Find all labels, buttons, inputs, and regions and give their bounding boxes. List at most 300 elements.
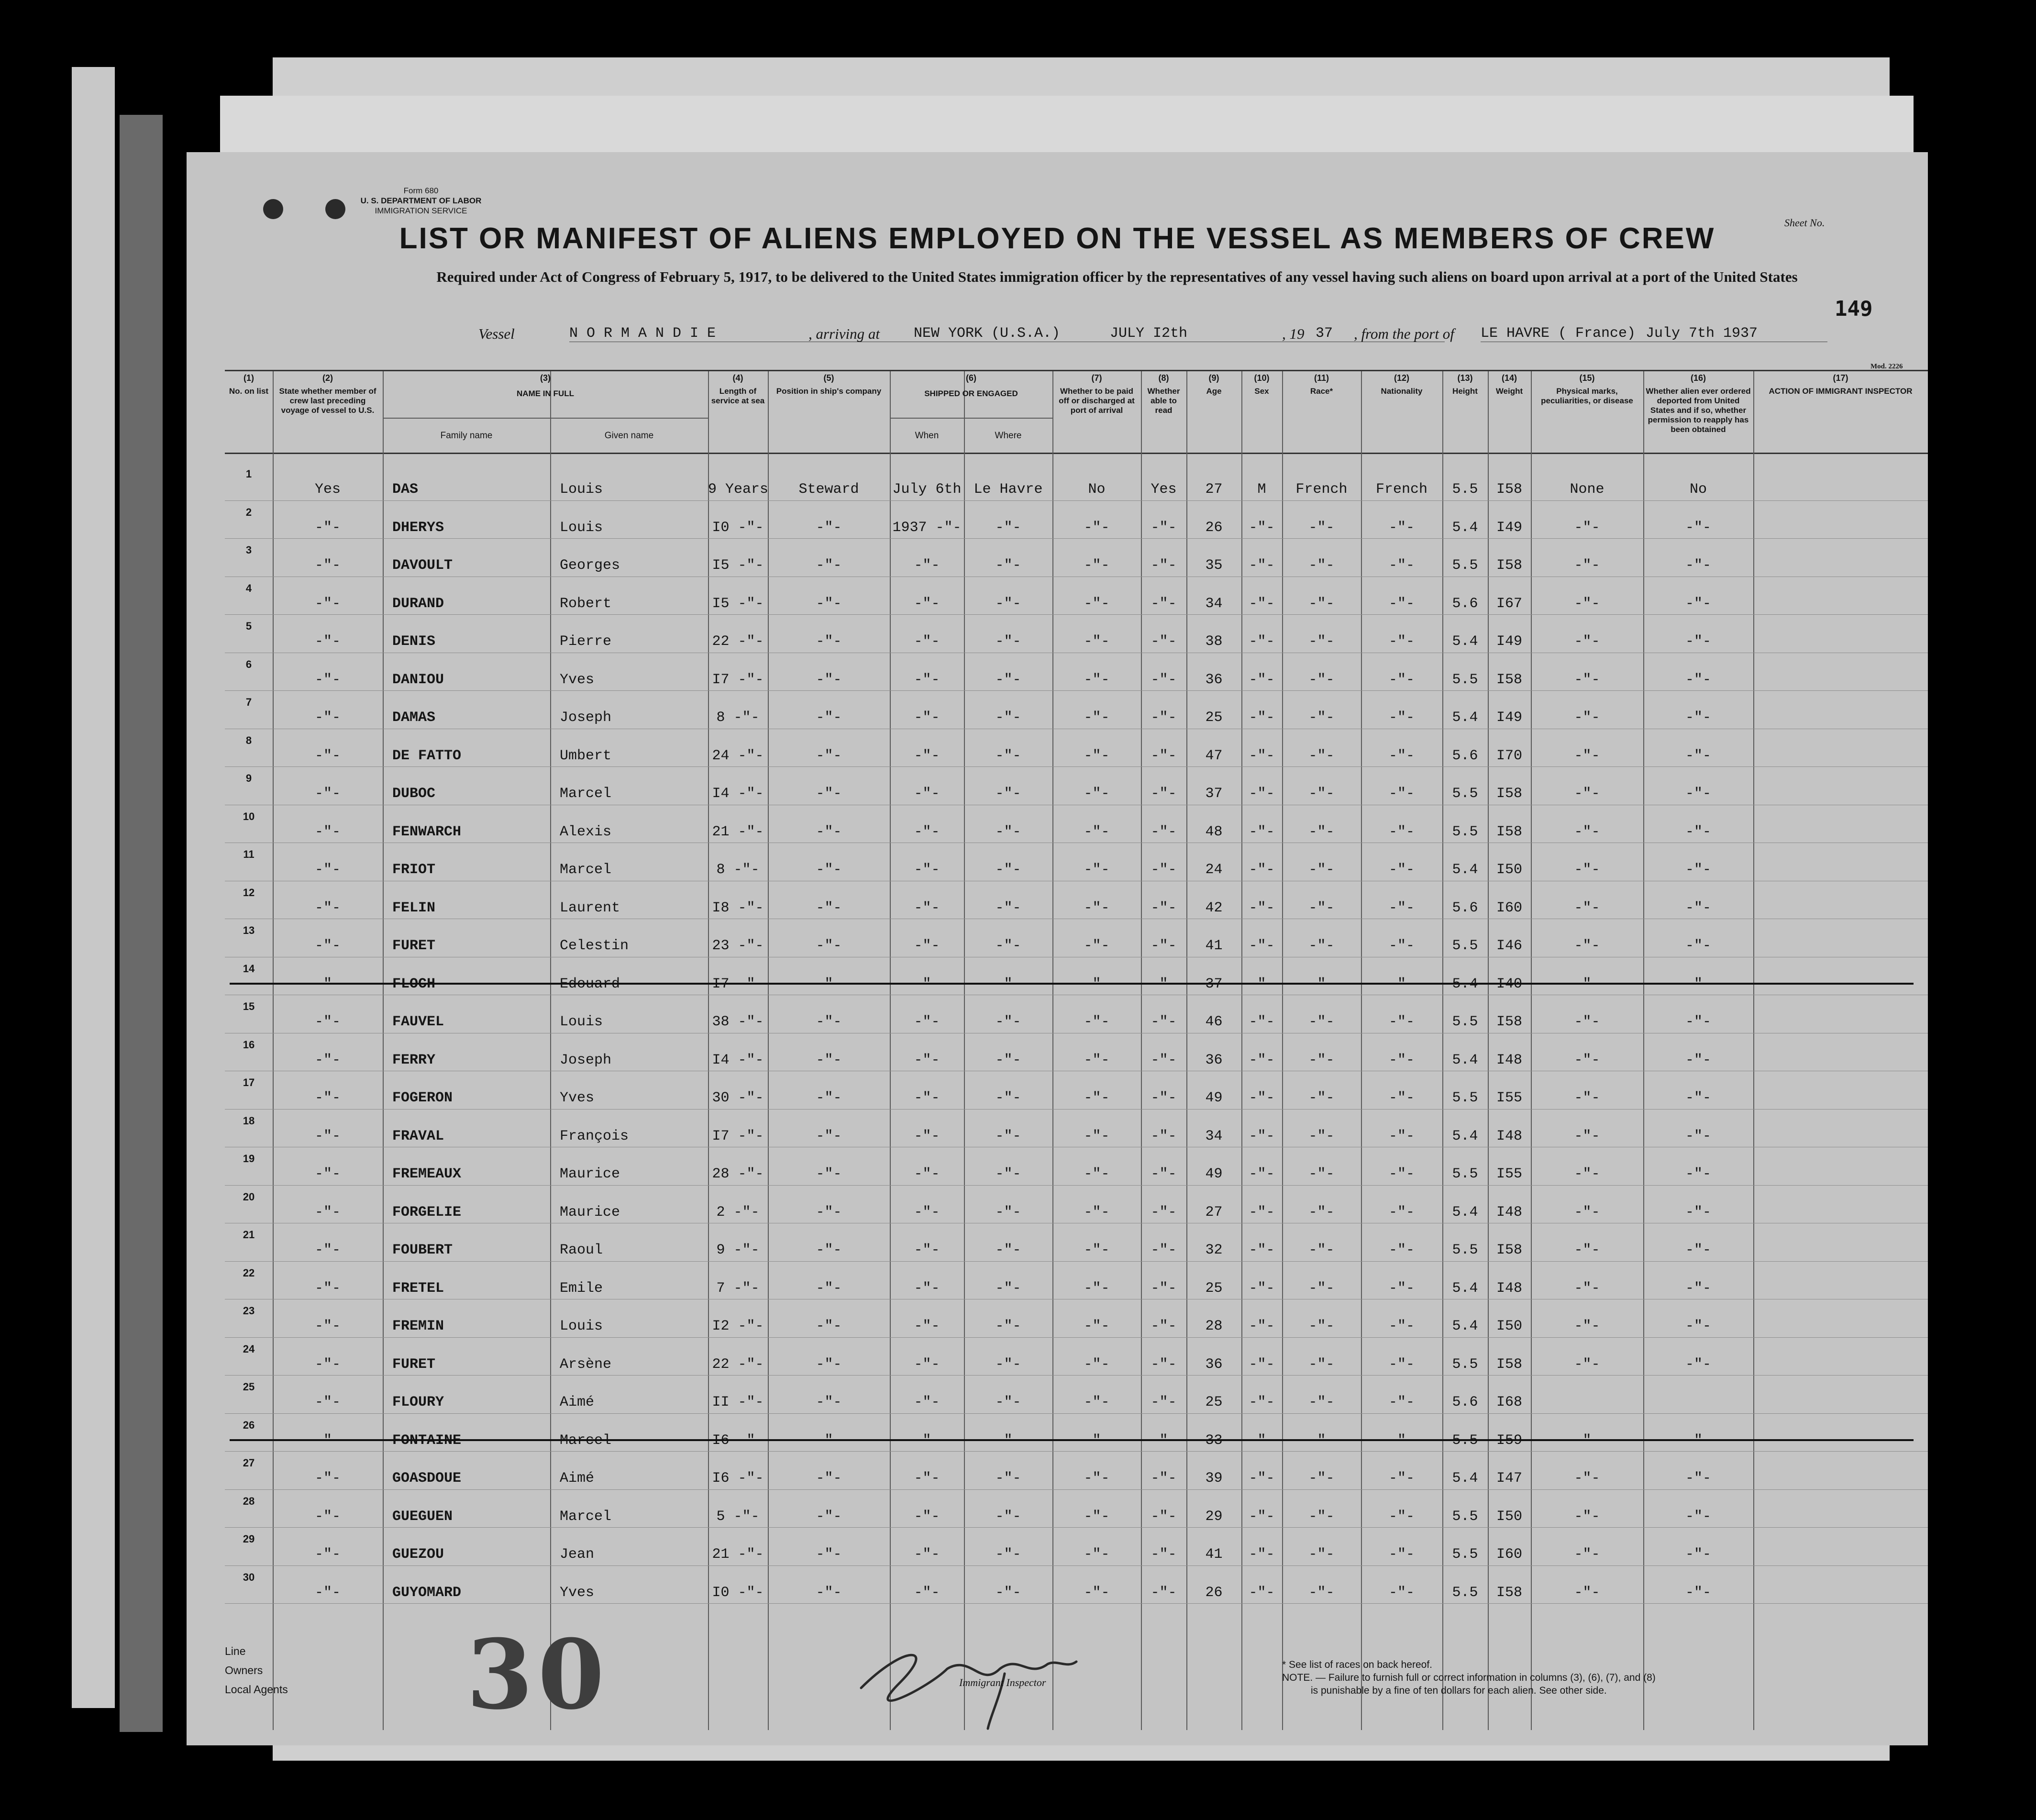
- cell-when: -"-: [914, 1318, 940, 1334]
- row-number: 8: [245, 734, 252, 746]
- cell-marks: -"-: [1574, 1584, 1600, 1601]
- cell-when: -"-: [914, 1204, 940, 1221]
- row-number: 6: [245, 658, 252, 670]
- cell-paid: -"-: [1084, 671, 1110, 688]
- cell-height: 5.5: [1452, 1242, 1478, 1258]
- row-rule: [225, 1603, 1928, 1604]
- local-agents-label: Local Agents: [225, 1683, 288, 1696]
- cell-paid: -"-: [1084, 1508, 1110, 1525]
- cell-prev: -"-: [314, 1508, 341, 1525]
- cell-service: 9 -"-: [716, 1242, 760, 1258]
- cell-family: FRETEL: [392, 1280, 444, 1297]
- row-number: 5: [245, 620, 252, 632]
- cell-family: DHERYS: [392, 519, 444, 536]
- cell-paid: -"-: [1084, 1014, 1110, 1030]
- column-rule: [1141, 371, 1142, 1730]
- cell-height: 5.4: [1452, 1318, 1478, 1334]
- cell-position: -"-: [816, 671, 842, 688]
- header-rule: [225, 453, 1928, 454]
- cell-when: 1937 -"-: [892, 519, 962, 536]
- cell-paid: -"-: [1084, 1584, 1110, 1601]
- fine-note-2: is punishable by a fine of ten dollars for each alien. See other side.: [1311, 1685, 1607, 1696]
- row-number: 22: [243, 1266, 255, 1279]
- cell-when: -"-: [914, 1394, 940, 1410]
- row-rule: [225, 690, 1928, 691]
- column-rule: [1488, 371, 1489, 1730]
- column-number: (5): [823, 373, 834, 383]
- alien-count: 30: [466, 1619, 609, 1731]
- cell-weight: I55: [1496, 1090, 1522, 1106]
- cell-when: -"-: [914, 710, 940, 726]
- cell-family: GUEZOU: [392, 1546, 444, 1563]
- cell-prev: -"-: [314, 1584, 341, 1601]
- column-number: (11): [1314, 373, 1329, 383]
- cell-paid: -"-: [1084, 1318, 1110, 1334]
- cell-read: -"-: [1151, 1280, 1177, 1297]
- cell-when: -"-: [914, 1166, 940, 1182]
- cell-family: DE FATTO: [392, 747, 462, 764]
- column-header: Nationality: [1381, 387, 1423, 396]
- cell-sex: -"-: [1249, 710, 1275, 726]
- row-number: 7: [245, 696, 252, 708]
- cell-paid: -"-: [1084, 710, 1110, 726]
- cell-service: 8 -"-: [716, 862, 760, 878]
- cell-marks: -"-: [1574, 671, 1600, 688]
- cell-deported: -"-: [1685, 557, 1711, 574]
- row-number: 20: [243, 1190, 255, 1203]
- cell-weight: I60: [1496, 899, 1522, 916]
- cell-nationality: -"-: [1388, 1204, 1415, 1221]
- column-header: Race*: [1310, 387, 1333, 396]
- cell-where: -"-: [995, 899, 1021, 916]
- cell-when: -"-: [914, 1356, 940, 1373]
- cell-age: 37: [1205, 976, 1223, 992]
- row-number: 14: [243, 962, 255, 975]
- cell-when: July 6th: [892, 481, 962, 498]
- page-number: 149: [1835, 297, 1873, 321]
- cell-read: -"-: [1151, 1166, 1177, 1182]
- cell-weight: I70: [1496, 747, 1522, 764]
- cell-position: -"-: [816, 1584, 842, 1601]
- cell-age: 26: [1205, 519, 1223, 536]
- cell-age: 47: [1205, 747, 1223, 764]
- cell-sex: -"-: [1249, 899, 1275, 916]
- row-rule: [225, 1527, 1928, 1528]
- cell-when: -"-: [914, 862, 940, 878]
- cell-deported: -"-: [1685, 633, 1711, 650]
- cell-paid: -"-: [1084, 557, 1110, 574]
- cell-prev: -"-: [314, 1546, 341, 1563]
- cell-height: 5.4: [1452, 633, 1478, 650]
- cell-prev: -"-: [314, 671, 341, 688]
- cell-race: -"-: [1308, 1014, 1335, 1030]
- cell-deported: -"-: [1685, 976, 1711, 992]
- cell-given: Joseph: [560, 1052, 612, 1068]
- form-service: IMMIGRATION SERVICE: [375, 206, 467, 215]
- cell-where: -"-: [995, 747, 1021, 764]
- cell-position: -"-: [816, 862, 842, 878]
- row-number: 28: [243, 1495, 255, 1507]
- cell-weight: I67: [1496, 595, 1522, 612]
- cell-prev: -"-: [314, 786, 341, 802]
- cell-height: 5.4: [1452, 862, 1478, 878]
- cell-position: -"-: [816, 595, 842, 612]
- column-header: Whether alien ever ordered deported from United States and if so, whether permission to reapply has been obtained: [1646, 387, 1751, 434]
- cell-sex: -"-: [1249, 1166, 1275, 1182]
- row-rule: [225, 500, 1928, 501]
- cell-when: -"-: [914, 557, 940, 574]
- cell-height: 5.6: [1452, 899, 1478, 916]
- cell-position: -"-: [816, 1242, 842, 1258]
- cell-position: -"-: [816, 1470, 842, 1487]
- cell-race: -"-: [1308, 1470, 1335, 1487]
- column-rule: [1643, 371, 1644, 1730]
- cell-deported: -"-: [1685, 786, 1711, 802]
- cell-position: -"-: [816, 938, 842, 954]
- cell-paid: -"-: [1084, 1432, 1110, 1449]
- cell-marks: -"-: [1574, 1546, 1600, 1563]
- cell-weight: I50: [1496, 1318, 1522, 1334]
- row-number: 10: [243, 810, 255, 822]
- cell-deported: -"-: [1685, 1052, 1711, 1068]
- cell-sex: -"-: [1249, 786, 1275, 802]
- cell-position: -"-: [816, 1090, 842, 1106]
- cell-given: Maurice: [560, 1166, 620, 1182]
- cell-where: -"-: [995, 823, 1021, 840]
- cell-sex: -"-: [1249, 1128, 1275, 1144]
- cell-paid: -"-: [1084, 1280, 1110, 1297]
- cell-position: -"-: [816, 1432, 842, 1449]
- cell-service: I0 -"-: [712, 1584, 764, 1601]
- cell-race: -"-: [1308, 1166, 1335, 1182]
- cell-prev: -"-: [314, 1014, 341, 1030]
- cell-prev: -"-: [314, 1090, 341, 1106]
- cell-deported: -"-: [1685, 938, 1711, 954]
- cell-when: -"-: [914, 1014, 940, 1030]
- cell-read: -"-: [1151, 633, 1177, 650]
- column-number: (6): [966, 373, 976, 383]
- cell-race: -"-: [1308, 786, 1335, 802]
- cell-service: I5 -"-: [712, 595, 764, 612]
- cell-service: 2 -"-: [716, 1204, 760, 1221]
- cell-race: -"-: [1308, 519, 1335, 536]
- cell-when: -"-: [914, 1090, 940, 1106]
- cell-where: -"-: [995, 1318, 1021, 1334]
- cell-service: I7 -"-: [712, 1128, 764, 1144]
- cell-nationality: -"-: [1388, 519, 1415, 536]
- cell-given: Laurent: [560, 899, 620, 916]
- cell-marks: -"-: [1574, 1090, 1600, 1106]
- cell-height: 5.5: [1452, 1546, 1478, 1563]
- cell-age: 46: [1205, 1014, 1223, 1030]
- column-header: Position in ship's company: [776, 387, 882, 396]
- cell-sex: -"-: [1249, 633, 1275, 650]
- cell-where: -"-: [995, 1584, 1021, 1601]
- column-header: Age: [1206, 387, 1222, 396]
- cell-paid: -"-: [1084, 519, 1110, 536]
- cell-nationality: -"-: [1388, 823, 1415, 840]
- cell-weight: I50: [1496, 1508, 1522, 1525]
- cell-position: -"-: [816, 1014, 842, 1030]
- cell-read: -"-: [1151, 1128, 1177, 1144]
- cell-height: 5.4: [1452, 1470, 1478, 1487]
- cell-where: -"-: [995, 976, 1021, 992]
- cell-nationality: -"-: [1388, 938, 1415, 954]
- cell-where: -"-: [995, 1470, 1021, 1487]
- cell-race: -"-: [1308, 1318, 1335, 1334]
- cell-height: 5.5: [1452, 1432, 1478, 1449]
- cell-race: -"-: [1308, 823, 1335, 840]
- column-rule: [964, 371, 965, 1730]
- cell-read: -"-: [1151, 1242, 1177, 1258]
- cell-nationality: -"-: [1388, 899, 1415, 916]
- cell-nationality: -"-: [1388, 633, 1415, 650]
- column-number: (1): [243, 373, 254, 383]
- cell-age: 35: [1205, 557, 1223, 574]
- column-number: (10): [1254, 373, 1270, 383]
- cell-position: -"-: [816, 557, 842, 574]
- cell-marks: -"-: [1574, 1128, 1600, 1144]
- row-number: 9: [245, 772, 252, 784]
- column-number: (9): [1208, 373, 1219, 383]
- cell-family: GUYOMARD: [392, 1584, 462, 1601]
- column-header: SHIPPED OR ENGAGED: [924, 389, 1018, 398]
- cell-height: 5.4: [1452, 1204, 1478, 1221]
- cell-weight: I48: [1496, 1280, 1522, 1297]
- cell-marks: -"-: [1574, 823, 1600, 840]
- cell-marks: -"-: [1574, 1242, 1600, 1258]
- cell-service: 28 -"-: [712, 1166, 764, 1182]
- cell-height: 5.5: [1452, 1584, 1478, 1601]
- cell-service: I0 -"-: [712, 519, 764, 536]
- row-number: 12: [243, 886, 255, 899]
- cell-service: 38 -"-: [712, 1014, 764, 1030]
- cell-age: 26: [1205, 1584, 1223, 1601]
- column-header: Weight: [1495, 387, 1523, 396]
- cell-read: -"-: [1151, 710, 1177, 726]
- cell-read: -"-: [1151, 823, 1177, 840]
- cell-read: -"-: [1151, 1584, 1177, 1601]
- row-rule: [225, 1451, 1928, 1452]
- cell-deported: -"-: [1685, 1318, 1711, 1334]
- cell-nationality: -"-: [1388, 1356, 1415, 1373]
- cell-paid: -"-: [1084, 1394, 1110, 1410]
- cell-read: -"-: [1151, 1318, 1177, 1334]
- cell-paid: -"-: [1084, 747, 1110, 764]
- column-rule: [1753, 371, 1754, 1730]
- cell-given: Louis: [560, 1014, 603, 1030]
- cell-read: -"-: [1151, 899, 1177, 916]
- cell-nationality: -"-: [1388, 595, 1415, 612]
- cell-service: 22 -"-: [712, 633, 764, 650]
- column-rule: [383, 371, 384, 1730]
- cell-weight: I58: [1496, 1242, 1522, 1258]
- cell-marks: None: [1570, 481, 1604, 498]
- cell-position: -"-: [816, 710, 842, 726]
- cell-height: 5.5: [1452, 823, 1478, 840]
- cell-deported: -"-: [1685, 1432, 1711, 1449]
- form-id: [349, 186, 493, 216]
- column-rule: [708, 371, 709, 1730]
- immigrant-inspector-label: Immigrant Inspector: [959, 1676, 1046, 1688]
- cell-position: -"-: [816, 899, 842, 916]
- cell-age: 38: [1205, 633, 1223, 650]
- cell-service: 5 -"-: [716, 1508, 760, 1525]
- cell-sex: -"-: [1249, 862, 1275, 878]
- cell-height: 5.6: [1452, 1394, 1478, 1410]
- cell-age: 25: [1205, 710, 1223, 726]
- row-number: 17: [243, 1076, 255, 1088]
- cell-read: -"-: [1151, 1508, 1177, 1525]
- cell-age: 34: [1205, 1128, 1223, 1144]
- cell-nationality: -"-: [1388, 1318, 1415, 1334]
- cell-position: -"-: [816, 1318, 842, 1334]
- cell-position: -"-: [816, 786, 842, 802]
- header-subrule: [890, 418, 1052, 419]
- cell-family: FLOURY: [392, 1394, 444, 1410]
- vessel-name: N O R M A N D I E: [569, 325, 990, 342]
- cell-family: DURAND: [392, 595, 444, 612]
- cell-paid: -"-: [1084, 633, 1110, 650]
- cell-nationality: -"-: [1388, 671, 1415, 688]
- cell-deported: No: [1689, 481, 1707, 498]
- cell-where: -"-: [995, 671, 1021, 688]
- cell-sex: -"-: [1249, 1052, 1275, 1068]
- row-number: 27: [243, 1457, 255, 1469]
- row-rule: [225, 614, 1928, 615]
- sheet-no-label: Sheet No.: [1784, 217, 1825, 229]
- cell-height: 5.5: [1452, 481, 1478, 498]
- cell-family: GOASDOUE: [392, 1470, 462, 1487]
- cell-position: -"-: [816, 1394, 842, 1410]
- cell-age: 49: [1205, 1090, 1223, 1106]
- column-number: (16): [1690, 373, 1706, 383]
- cell-given: Raoul: [560, 1242, 603, 1258]
- cell-age: 41: [1205, 1546, 1223, 1563]
- column-header: Sex: [1254, 387, 1269, 396]
- cell-sex: -"-: [1249, 747, 1275, 764]
- cell-sex: -"-: [1249, 1394, 1275, 1410]
- column-subheader: Where: [995, 431, 1022, 441]
- cell-race: -"-: [1308, 1584, 1335, 1601]
- manifest-sheet: [187, 152, 1928, 1745]
- page-title: LIST OR MANIFEST OF ALIENS EMPLOYED ON THE VESSEL AS MEMBERS OF CREW: [399, 222, 1715, 255]
- cell-weight: I47: [1496, 1470, 1522, 1487]
- row-number: 26: [243, 1419, 255, 1431]
- cell-nationality: -"-: [1388, 1090, 1415, 1106]
- cell-given: Aimé: [560, 1470, 595, 1487]
- cell-given: Maurice: [560, 1204, 620, 1221]
- row-number: 13: [243, 924, 255, 936]
- cell-weight: I48: [1496, 1128, 1522, 1144]
- cell-prev: -"-: [314, 710, 341, 726]
- cell-weight: I59: [1496, 1432, 1522, 1449]
- cell-paid: -"-: [1084, 1546, 1110, 1563]
- cell-service: 22 -"-: [712, 1356, 764, 1373]
- row-number: 18: [243, 1114, 255, 1127]
- cell-age: 25: [1205, 1394, 1223, 1410]
- cell-sex: -"-: [1249, 671, 1275, 688]
- cell-prev: -"-: [314, 1394, 341, 1410]
- cell-when: -"-: [914, 1432, 940, 1449]
- cell-paid: -"-: [1084, 976, 1110, 992]
- cell-given: Marcel: [560, 862, 612, 878]
- cell-family: FELIN: [392, 899, 436, 916]
- column-rule: [550, 371, 551, 1730]
- cell-sex: -"-: [1249, 1470, 1275, 1487]
- cell-position: -"-: [816, 976, 842, 992]
- cell-position: -"-: [816, 1052, 842, 1068]
- cell-race: -"-: [1308, 1432, 1335, 1449]
- column-number: (7): [1091, 373, 1102, 383]
- cell-family: FOGERON: [392, 1090, 453, 1106]
- column-rule: [1186, 371, 1187, 1730]
- cell-nationality: -"-: [1388, 1052, 1415, 1068]
- cell-height: 5.5: [1452, 557, 1478, 574]
- cell-deported: -"-: [1685, 1090, 1711, 1106]
- cell-where: -"-: [995, 786, 1021, 802]
- cell-where: -"-: [995, 710, 1021, 726]
- cell-given: Pierre: [560, 633, 612, 650]
- row-number: 1: [245, 468, 252, 480]
- cell-given: Marcel: [560, 1508, 612, 1525]
- cell-sex: -"-: [1249, 938, 1275, 954]
- cell-nationality: -"-: [1388, 1242, 1415, 1258]
- cell-sex: M: [1257, 481, 1266, 498]
- punch-hole: [263, 199, 283, 219]
- cell-marks: -"-: [1574, 862, 1600, 878]
- cell-weight: I49: [1496, 519, 1522, 536]
- cell-nationality: -"-: [1388, 747, 1415, 764]
- cell-read: -"-: [1151, 1394, 1177, 1410]
- cell-height: 5.5: [1452, 1090, 1478, 1106]
- cell-deported: -"-: [1685, 747, 1711, 764]
- cell-marks: -"-: [1574, 557, 1600, 574]
- cell-given: François: [560, 1128, 629, 1144]
- cell-weight: I58: [1496, 786, 1522, 802]
- cell-position: -"-: [816, 633, 842, 650]
- cell-read: -"-: [1151, 671, 1177, 688]
- fine-note-1: NOTE. — Failure to furnish full or correct information in columns (3), (6), (7), and (8): [1282, 1672, 1656, 1683]
- cell-where: -"-: [995, 1090, 1021, 1106]
- cell-weight: I49: [1496, 633, 1522, 650]
- cell-height: 5.5: [1452, 786, 1478, 802]
- cell-service: I8 -"-: [712, 899, 764, 916]
- cell-race: -"-: [1308, 862, 1335, 878]
- cell-weight: I58: [1496, 1356, 1522, 1373]
- cell-prev: -"-: [314, 1128, 341, 1144]
- cell-family: DUBOC: [392, 786, 436, 802]
- cell-read: -"-: [1151, 1204, 1177, 1221]
- cell-position: -"-: [816, 823, 842, 840]
- cell-height: 5.5: [1452, 671, 1478, 688]
- cell-given: Edouard: [560, 976, 620, 992]
- cell-deported: -"-: [1685, 1546, 1711, 1563]
- row-number: 3: [245, 544, 252, 556]
- cell-sex: -"-: [1249, 976, 1275, 992]
- cell-where: -"-: [995, 1128, 1021, 1144]
- cell-weight: I58: [1496, 1584, 1522, 1601]
- row-number: 16: [243, 1038, 255, 1051]
- cell-sex: -"-: [1249, 823, 1275, 840]
- cell-nationality: -"-: [1388, 976, 1415, 992]
- cell-position: -"-: [816, 1546, 842, 1563]
- cell-nationality: -"-: [1388, 1432, 1415, 1449]
- cell-read: -"-: [1151, 1546, 1177, 1563]
- cell-service: I2 -"-: [712, 1318, 764, 1334]
- column-rule: [1442, 371, 1443, 1730]
- cell-deported: -"-: [1685, 1128, 1711, 1144]
